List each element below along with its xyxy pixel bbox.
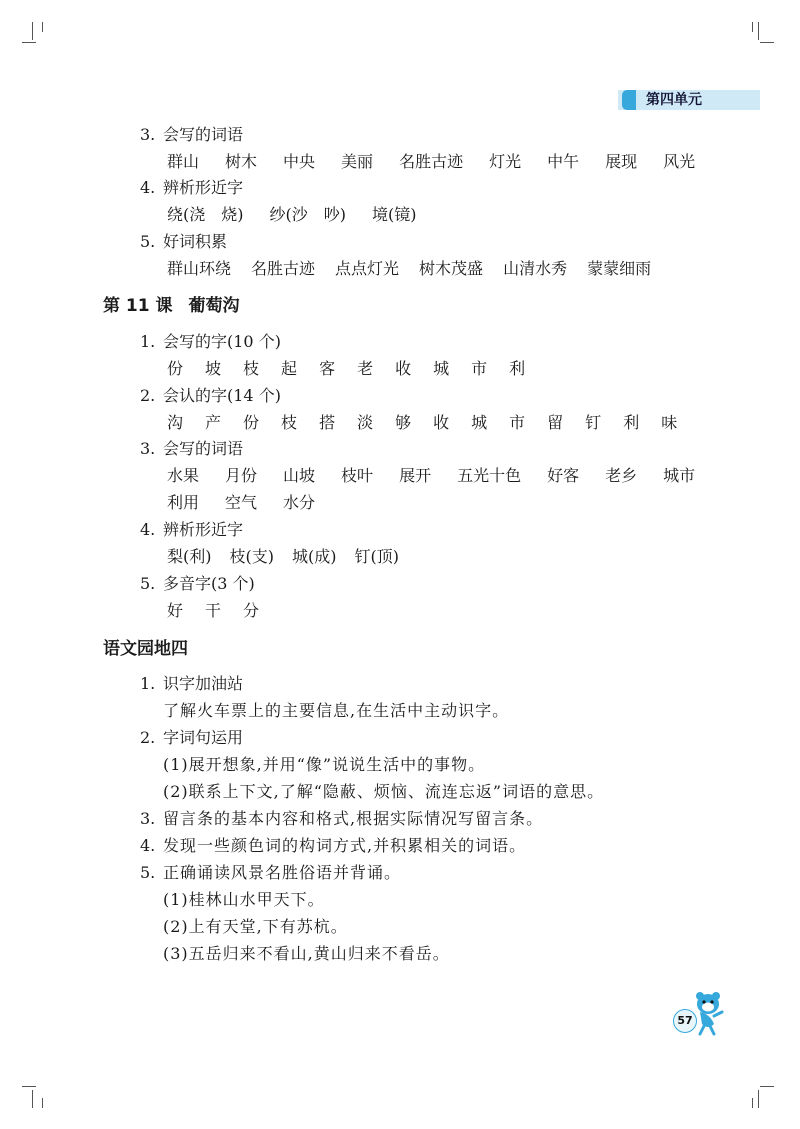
word: 梨(利): [167, 547, 212, 566]
char: 枝: [243, 359, 260, 378]
char: 搭: [319, 413, 336, 432]
word: 群山环绕: [167, 259, 232, 278]
word: 树木: [225, 152, 258, 171]
char: 坡: [205, 359, 222, 378]
item-title: 会认的字(14 个): [163, 386, 281, 405]
char: 够: [395, 413, 412, 432]
word: 月份: [225, 466, 258, 485]
item-title: 会写的字(10 个): [163, 332, 281, 351]
item-number: 3.: [140, 439, 156, 458]
word: 五光十色: [457, 466, 522, 485]
lesson-title: 葡萄沟: [188, 296, 240, 316]
crop-mark-bottom-left: [22, 1086, 44, 1108]
crop-mark-top-left: [22, 22, 44, 44]
item-title: 好词积累: [163, 232, 228, 251]
word: 枝叶: [341, 466, 374, 485]
item-number: 3.: [140, 125, 156, 144]
unit-tab-marker: [622, 90, 636, 110]
item-number: 5.: [140, 863, 156, 882]
char: 收: [433, 413, 450, 432]
section-heading: 语文园地四: [103, 639, 188, 659]
word: 水分: [283, 493, 316, 512]
item-number: 5.: [140, 574, 156, 593]
item-number: 4.: [140, 520, 156, 539]
word-row: [167, 151, 721, 173]
item-title: 字词句运用: [163, 728, 244, 747]
unit-label: 第四单元: [646, 92, 702, 108]
word: 山清水秀: [503, 259, 568, 278]
char: 钉: [585, 413, 602, 432]
char: 利: [509, 359, 526, 378]
item-title: 正确诵读风景名胜俗语并背诵。: [163, 863, 402, 882]
char: 城: [433, 359, 450, 378]
crop-mark-bottom-right: [752, 1086, 774, 1108]
char: 市: [471, 359, 488, 378]
word-row: [167, 258, 677, 280]
char: 枝: [281, 413, 298, 432]
word: 名胜古迹: [251, 259, 316, 278]
word: 中午: [547, 152, 580, 171]
word: 水果: [167, 466, 200, 485]
char: 干: [205, 601, 222, 620]
word: 城(成): [292, 547, 337, 566]
item-title: 发现一些颜色词的构词方式,并积累相关的词语。: [163, 836, 527, 855]
word: 枝(支): [229, 547, 274, 566]
char: 沟: [167, 413, 184, 432]
word: 好客: [547, 466, 580, 485]
char: 份: [167, 359, 184, 378]
item-number: 2.: [140, 386, 156, 405]
crop-mark-top-right: [752, 22, 774, 44]
char: 利: [623, 413, 640, 432]
word: 中央: [283, 152, 316, 171]
word: 绕(浇 烧): [167, 205, 244, 224]
char: 城: [471, 413, 488, 432]
word: 灯光: [489, 152, 522, 171]
item-title: 辨析形近字: [163, 520, 244, 539]
char: 留: [547, 413, 564, 432]
item-title: 辨析形近字: [163, 178, 244, 197]
word: 点点灯光: [335, 259, 400, 278]
char: 客: [319, 359, 336, 378]
word-row: [167, 546, 425, 568]
item-title: 多音字(3 个): [163, 574, 255, 593]
char: 味: [661, 413, 678, 432]
lesson-heading: [103, 295, 240, 317]
word: 城市: [663, 466, 696, 485]
page-number: 57: [673, 1009, 697, 1033]
item-text: (3)五岳归来不看山,黄山归来不看岳。: [163, 944, 450, 963]
item-text: 了解火车票上的主要信息,在生活中主动识字。: [163, 701, 510, 720]
word: 群山: [167, 152, 200, 171]
item-number: 1.: [140, 332, 156, 351]
item-number: 4.: [140, 836, 156, 855]
item-text: (2)联系上下文,了解“隐蔽、烦恼、流连忘返”词语的意思。: [163, 782, 605, 801]
item-number: 5.: [140, 232, 156, 251]
item-title: 会写的词语: [163, 439, 244, 458]
char: 收: [395, 359, 412, 378]
char: 淡: [357, 413, 374, 432]
char-row: [167, 412, 699, 434]
word-row: [167, 465, 721, 487]
word: 蒙蒙细雨: [587, 259, 652, 278]
char-row: [167, 358, 547, 380]
lesson-number: 第 11 课: [103, 296, 173, 316]
word: 老乡: [605, 466, 638, 485]
char-row: [167, 600, 281, 622]
item-text: (1)展开想象,并用“像”说说生活中的事物。: [163, 755, 486, 774]
item-text: (1)桂林山水甲天下。: [163, 890, 325, 909]
word: 美丽: [341, 152, 374, 171]
item-title: 留言条的基本内容和格式,根据实际情况写留言条。: [163, 809, 544, 828]
word: 风光: [663, 152, 696, 171]
word: 山坡: [283, 466, 316, 485]
char: 老: [357, 359, 374, 378]
char: 起: [281, 359, 298, 378]
word: 空气: [225, 493, 258, 512]
word: 展现: [605, 152, 638, 171]
word: 展开: [399, 466, 432, 485]
item-number: 3.: [140, 809, 156, 828]
unit-header-tab: [618, 90, 760, 110]
word-row: [167, 204, 443, 226]
char: 份: [243, 413, 260, 432]
item-title: 会写的词语: [163, 125, 244, 144]
item-title: 识字加油站: [163, 674, 244, 693]
word: 树木茂盛: [419, 259, 484, 278]
char: 好: [167, 601, 184, 620]
word: 纱(沙 吵): [269, 205, 346, 224]
char: 产: [205, 413, 222, 432]
item-number: 4.: [140, 178, 156, 197]
word-row: [167, 492, 341, 514]
word: 钉(顶): [354, 547, 399, 566]
item-text: (2)上有天堂,下有苏杭。: [163, 917, 348, 936]
word: 利用: [167, 493, 200, 512]
word: 名胜古迹: [399, 152, 464, 171]
char: 市: [509, 413, 526, 432]
item-number: 2.: [140, 728, 156, 747]
item-number: 1.: [140, 674, 156, 693]
char: 分: [243, 601, 260, 620]
word: 境(镜): [372, 205, 417, 224]
